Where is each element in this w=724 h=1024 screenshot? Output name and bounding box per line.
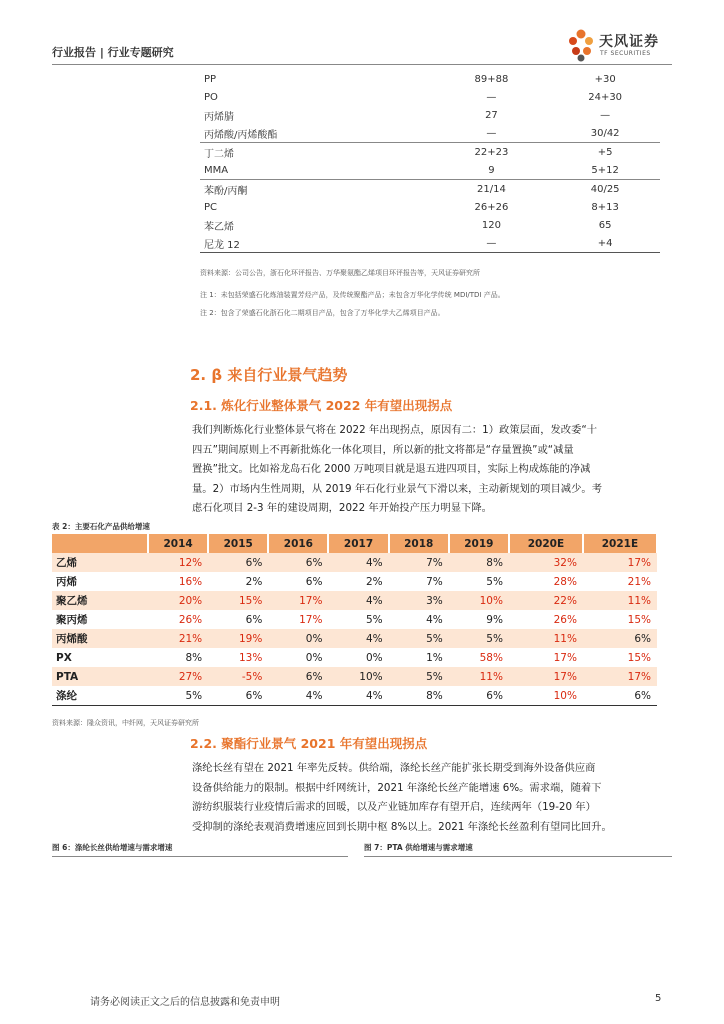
growth-value: 5% [148, 686, 208, 706]
table-cell: 苯乙烯 [204, 221, 234, 233]
table-row [200, 124, 660, 143]
product-name: 丙烯酸 [52, 629, 148, 648]
growth-value: 4% [328, 629, 388, 648]
table-cell: 8+13 [591, 201, 619, 213]
year-header: 2018 [389, 534, 449, 553]
brand-logo [566, 28, 678, 62]
table-row [200, 143, 660, 162]
growth-value: 6% [208, 686, 268, 706]
brand-logo-icon [566, 28, 596, 62]
growth-value: 5% [449, 629, 509, 648]
growth-value: 5% [389, 667, 449, 686]
paragraph-line: 游纺织服装行业疫情后需求的回暖，以及产业链加库存有望开启，连续两年（19-20 年） [192, 801, 596, 813]
growth-value: 26% [553, 613, 577, 626]
growth-value: 32% [509, 553, 583, 572]
paragraph-line: 涤纶长丝有望在 2021 年率先反转。供给端，涤纶长丝产能扩张长期受到海外设备供应商 [192, 762, 596, 774]
growth-value: 15% [627, 651, 651, 664]
product-name: PX [56, 651, 72, 664]
table-cell: 30/42 [546, 124, 660, 143]
table-cell: 5+12 [546, 161, 660, 180]
report-header: 行业报告 | 行业专题研究 [52, 46, 174, 59]
table-cell: — [433, 124, 547, 143]
growth-value: 0% [305, 651, 323, 664]
growth-value: 3% [389, 591, 449, 610]
header-divider [52, 64, 672, 65]
growth-value: 4% [328, 686, 388, 706]
brand-name-en: TF SECURITIES [600, 50, 651, 57]
growth-value: 9% [486, 613, 503, 626]
growth-value: 4% [426, 613, 443, 626]
growth-value: 27% [148, 667, 208, 686]
supply-table [52, 534, 658, 706]
growth-value: 17% [583, 667, 657, 686]
growth-value: 8% [449, 553, 509, 572]
product-name: 聚丙烯 [56, 614, 88, 626]
paragraph-2-1 [192, 421, 664, 519]
product-name: 乙烯 [52, 553, 148, 572]
product-name: 聚乙烯 [52, 591, 148, 610]
table-row [200, 234, 660, 253]
growth-value: 19% [208, 629, 268, 648]
table-cell: 丁二烯 [204, 148, 234, 160]
supply-table-source: 资料来源：隆众资讯，中纤网，天风证券研究所 [52, 719, 199, 727]
table-cell: — [600, 109, 611, 121]
supply-table-caption: 表 2：主要石化产品供给增速 [52, 522, 150, 531]
year-header: 2014 [148, 534, 208, 553]
growth-value: 8% [185, 651, 203, 664]
table-cell: 尼龙 12 [200, 234, 433, 253]
table-cell: — [433, 234, 547, 253]
table-row [52, 553, 657, 572]
capacity-table [200, 70, 660, 253]
growth-value: 11% [509, 629, 583, 648]
growth-value: 0% [365, 651, 383, 664]
growth-value: 13% [238, 651, 263, 664]
table-cell: 65 [598, 219, 612, 231]
capacity-table-note-2: 注 2：包含了荣盛石化浙石化二期项目产品，包含了万华化学大乙烯项目产品。 [200, 309, 445, 317]
growth-value: 21% [627, 575, 651, 588]
table-cell: 丙烯酸/丙烯酸酯 [200, 124, 433, 143]
growth-value: 6% [245, 613, 263, 626]
table-cell: — [486, 91, 497, 103]
growth-value: 4% [268, 686, 328, 706]
table-row [52, 629, 657, 648]
growth-value: 21% [148, 629, 208, 648]
growth-value: 17% [509, 667, 583, 686]
paragraph-line: 置换”批文。比如裕龙岛石化 2000 万吨项目就是退五进四项目，实际上构成炼能的净减 [192, 463, 591, 475]
growth-value: 17% [268, 591, 328, 610]
table-cell: 27 [485, 109, 498, 121]
growth-value: 6% [583, 629, 657, 648]
growth-value: 11% [583, 591, 657, 610]
figure-7-caption: 图 7：PTA 供给增速与需求增速 [364, 843, 473, 852]
growth-value: 28% [553, 575, 577, 588]
figure-6-divider [52, 856, 348, 857]
growth-value: 2% [365, 575, 383, 588]
growth-value: 15% [627, 613, 651, 626]
table-cell: +4 [546, 234, 660, 253]
growth-value: 17% [299, 613, 323, 626]
paragraph-line: 虑石化项目 2-3 年的建设周期，2022 年开始投产压力明显下降。 [192, 502, 492, 514]
growth-value: 5% [365, 613, 383, 626]
paragraph-2-2 [192, 759, 664, 837]
year-header: 2019 [449, 534, 509, 553]
growth-value: 7% [389, 553, 449, 572]
table-cell: 丙烯腈 [204, 111, 234, 123]
growth-value: 5% [486, 575, 503, 588]
product-name: 丙烯 [56, 576, 77, 588]
growth-value: 6% [208, 553, 268, 572]
figure-7-divider [364, 856, 672, 857]
subsection-heading-2-1: 2.1. 炼化行业整体景气 2022 年有望出现拐点 [190, 398, 453, 413]
table-row [200, 198, 660, 216]
growth-value: 2% [245, 575, 263, 588]
growth-value: 4% [328, 591, 388, 610]
table-row [200, 161, 660, 180]
table-row [52, 610, 657, 629]
growth-value: 12% [148, 553, 208, 572]
paragraph-line: 量。2）市场内生性周期，从 2019 年石化行业景气下滑以来，主动新规划的项目减少。考 [192, 482, 602, 495]
growth-value: 10% [449, 591, 509, 610]
table-cell: PC [204, 201, 218, 213]
page-number: 5 [655, 993, 662, 1004]
growth-value: 4% [328, 553, 388, 572]
table-cell: +5 [597, 146, 613, 158]
table-row [200, 180, 660, 199]
growth-value: 1% [426, 651, 443, 664]
table-cell: MMA [200, 161, 433, 180]
paragraph-line: 四五”期间原则上不再新批炼化一体化项目，所以新的批文将都是“存量置换”或“减量 [192, 443, 574, 456]
table-cell: PP [204, 73, 217, 85]
growth-value: 17% [583, 553, 657, 572]
growth-value: 17% [553, 651, 577, 664]
table-cell: +30 [594, 73, 616, 85]
table-row [52, 648, 657, 667]
table-cell: 26+26 [474, 201, 509, 213]
table-cell: 24+30 [588, 91, 623, 103]
growth-value: 16% [178, 575, 203, 588]
year-header: 2016 [268, 534, 328, 553]
growth-value: 6% [268, 553, 328, 572]
brand-name: 天风证券 [599, 34, 659, 50]
capacity-table-source: 资料来源：公司公告，浙石化环评报告、万华聚氨酯乙烯项目环评报告等，天风证券研究所 [200, 269, 480, 277]
footer-disclaimer: 请务必阅读正文之后的信息披露和免责申明 [90, 997, 280, 1008]
growth-value: 5% [389, 629, 449, 648]
growth-value: 20% [148, 591, 208, 610]
year-header: 2021E [583, 534, 657, 553]
growth-value: -5% [208, 667, 268, 686]
figure-6-caption: 图 6：涤纶长丝供给增速与需求增速 [52, 843, 173, 852]
growth-value: 6% [449, 686, 509, 706]
table-cell: 120 [481, 219, 501, 231]
growth-value: 6% [268, 667, 328, 686]
product-name: PTA [52, 667, 148, 686]
table-row [52, 572, 657, 591]
growth-value: 22% [509, 591, 583, 610]
growth-value: 58% [479, 651, 503, 664]
growth-value: 10% [509, 686, 583, 706]
growth-value: 6% [583, 686, 657, 706]
growth-value: 15% [208, 591, 268, 610]
growth-value: 6% [305, 575, 323, 588]
growth-value: 8% [389, 686, 449, 706]
paragraph-line: 设备供给能力的限制。根据中纤网统计，2021 年涤纶长丝产能增速 6%。需求端，随着下 [192, 781, 602, 794]
table-row [52, 667, 657, 686]
year-header: 2017 [328, 534, 388, 553]
table-cell: 9 [433, 161, 547, 180]
capacity-table-note-1: 注 1：未包括荣盛石化炼油装置芳烃产品，及传统聚酯产品；未包含万华化学传统 MDI/TDI 产品。 [200, 291, 505, 299]
table-cell: 苯酚/丙酮 [204, 185, 248, 197]
subsection-heading-2-2: 2.2. 聚酯行业景气 2021 年有望出现拐点 [190, 736, 428, 751]
table-header-corner [52, 534, 148, 553]
table-cell: 21/14 [477, 183, 506, 195]
section-heading: 2. β 来自行业景气趋势 [190, 366, 348, 384]
table-row [200, 70, 660, 88]
growth-value: 11% [449, 667, 509, 686]
growth-value: 10% [328, 667, 388, 686]
year-header: 2015 [208, 534, 268, 553]
year-header: 2020E [509, 534, 583, 553]
table-row [200, 88, 660, 106]
table-row [52, 591, 657, 610]
product-name: 涤纶 [52, 686, 148, 706]
paragraph-line: 我们判断炼化行业整体景气将在 2022 年出现拐点，原因有二：1）政策层面，发改委“十 [192, 424, 598, 436]
table-row [200, 216, 660, 234]
growth-value: 0% [268, 629, 328, 648]
table-cell: PO [204, 91, 218, 103]
table-row [200, 106, 660, 124]
paragraph-line: 受抑制的涤纶表观消费增速应回到长期中枢 8%以上。2021 年涤纶长丝盈利有望同比回升。 [192, 820, 612, 833]
growth-value: 7% [426, 575, 443, 588]
table-row [52, 686, 657, 706]
table-cell: 22+23 [474, 146, 509, 158]
table-cell: 40/25 [590, 183, 620, 195]
table-cell: 89+88 [474, 73, 509, 85]
growth-value: 26% [178, 613, 203, 626]
